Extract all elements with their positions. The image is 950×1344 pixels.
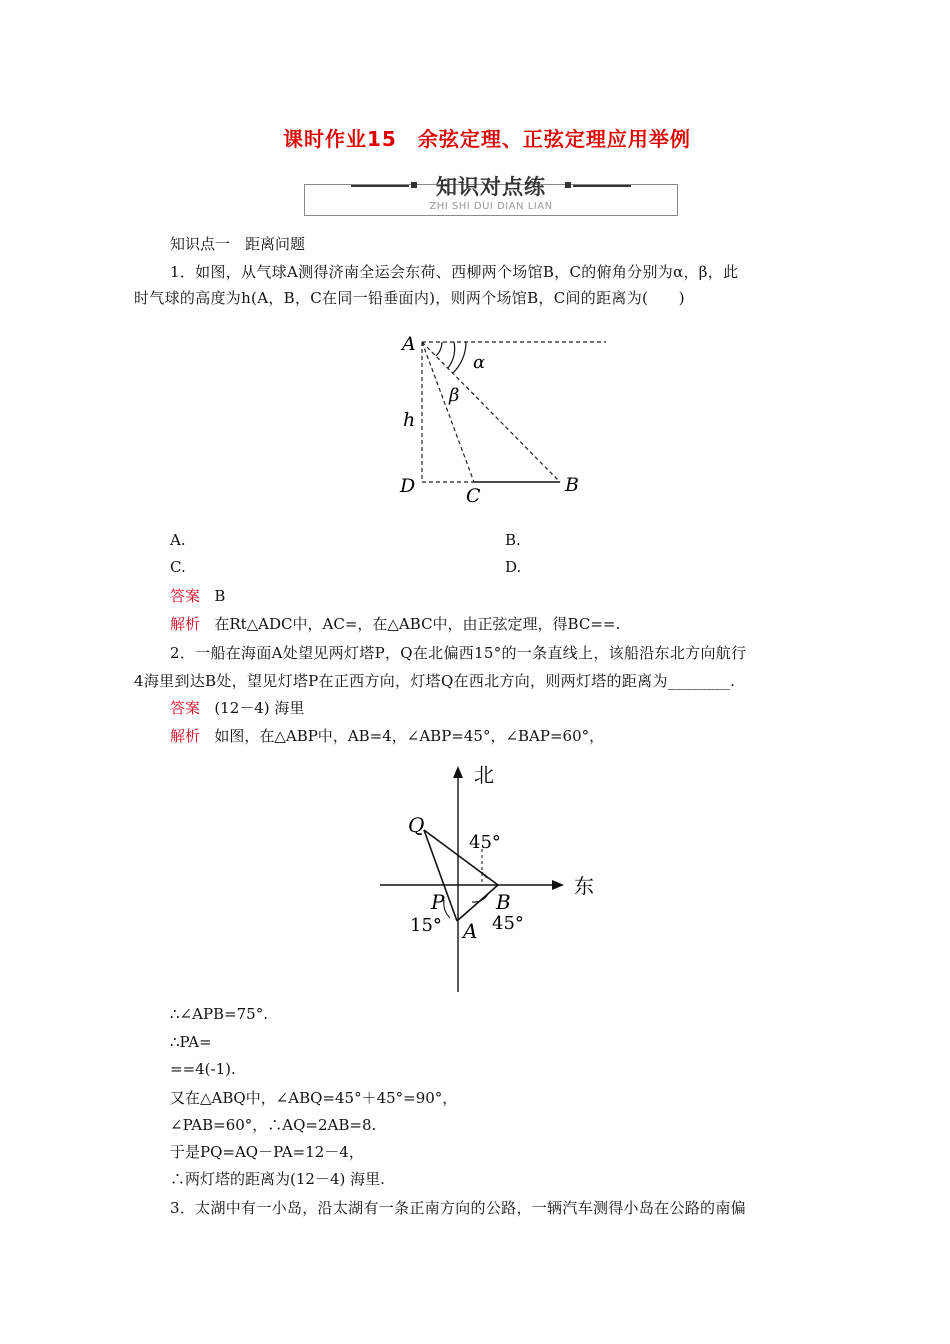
q2-step-1: ∴∠APB=75°. xyxy=(170,1005,268,1023)
fig2-angle-15: 15° xyxy=(410,915,442,936)
fig2-north-label: 北 xyxy=(474,763,494,787)
fig1-label-beta: β xyxy=(449,385,460,406)
q2-answer-value: (12－4) 海里 xyxy=(214,699,305,717)
q1-analysis-text: 在Rt△ADC中，AC=，在△ABC中，由正弦定理，得BC==. xyxy=(214,615,621,633)
q2-step-3: ==4(-1). xyxy=(170,1060,236,1078)
fig1-label-c: C xyxy=(466,485,481,507)
q1-text-line2: 时气球的高度为h(A，B，C在同一铅垂面内)，则两个场馆B，C间的距离为( ) xyxy=(134,289,685,307)
q2-text-line2: 4海里到达B处，望见灯塔P在正西方向，灯塔Q在西北方向，则两灯塔的距离为________. xyxy=(134,672,736,690)
banner-title: 知识对点练 xyxy=(436,175,546,199)
fig1-label-d: D xyxy=(400,475,416,497)
q2-text-line1: 2．一船在海面A处望见两灯塔P，Q在北偏西15°的一条直线上，该船沿东北方向航行 xyxy=(170,644,747,662)
fig1-label-b: B xyxy=(565,474,579,496)
fig2-label-p: P xyxy=(431,890,445,914)
q1-answer xyxy=(170,585,225,606)
q1-answer-label: 答案 xyxy=(170,587,201,605)
q2-answer-label: 答案 xyxy=(170,699,201,717)
q2-answer xyxy=(170,697,304,718)
q1-answer-value: B xyxy=(214,587,226,605)
q2-step-4: 又在△ABQ中，∠ABQ=45°＋45°=90°， xyxy=(170,1089,458,1107)
q1-text-line1: 1．如图，从气球A测得济南全运会东荷、西柳两个场馆B，C的俯角分别为α，β，此 xyxy=(170,263,739,281)
fig2-angle-45-top: 45° xyxy=(469,832,501,853)
q1-option-d: D. xyxy=(505,558,522,576)
q2-step-6: 于是PQ=AQ－PA=12－4， xyxy=(170,1143,364,1161)
fig1-label-a: A xyxy=(402,333,416,355)
q1-option-a: A. xyxy=(170,531,186,549)
section-banner xyxy=(304,175,678,216)
fig2-label-b: B xyxy=(496,890,511,914)
section-heading: 知识点一 距离问题 xyxy=(170,235,306,253)
q1-analysis xyxy=(170,613,620,634)
q2-analysis xyxy=(170,725,604,746)
q2-analysis-text: 如图，在△ABP中，AB=4，∠ABP=45°，∠BAP=60°， xyxy=(214,727,605,745)
q1-option-b: B. xyxy=(505,531,521,549)
fig2-label-q: Q xyxy=(408,813,425,837)
q2-step-5: ∠PAB=60°，∴AQ=2AB=8. xyxy=(170,1116,377,1134)
q3-text-line1: 3．太湖中有一小岛，沿太湖有一条正南方向的公路，一辆汽车测得小岛在公路的南偏 xyxy=(170,1199,746,1217)
page-title: 课时作业15 余弦定理、正弦定理应用举例 xyxy=(283,127,691,151)
q2-analysis-label: 解析 xyxy=(170,727,201,745)
q1-analysis-label: 解析 xyxy=(170,615,201,633)
q1-figure xyxy=(378,320,610,520)
banner-subtitle: ZHI SHI DUI DIAN LIAN xyxy=(429,201,553,212)
q2-figure xyxy=(370,752,612,998)
q2-step-2: ∴PA= xyxy=(170,1033,212,1051)
fig1-label-alpha: α xyxy=(473,352,486,373)
q2-step-7: ∴两灯塔的距离为(12－4) 海里. xyxy=(170,1170,385,1188)
fig2-angle-45-bottom: 45° xyxy=(492,913,524,934)
q1-option-c: C. xyxy=(170,558,186,576)
fig2-east-label: 东 xyxy=(574,874,594,898)
fig2-label-a: A xyxy=(463,919,478,943)
fig1-label-h: h xyxy=(403,409,416,431)
